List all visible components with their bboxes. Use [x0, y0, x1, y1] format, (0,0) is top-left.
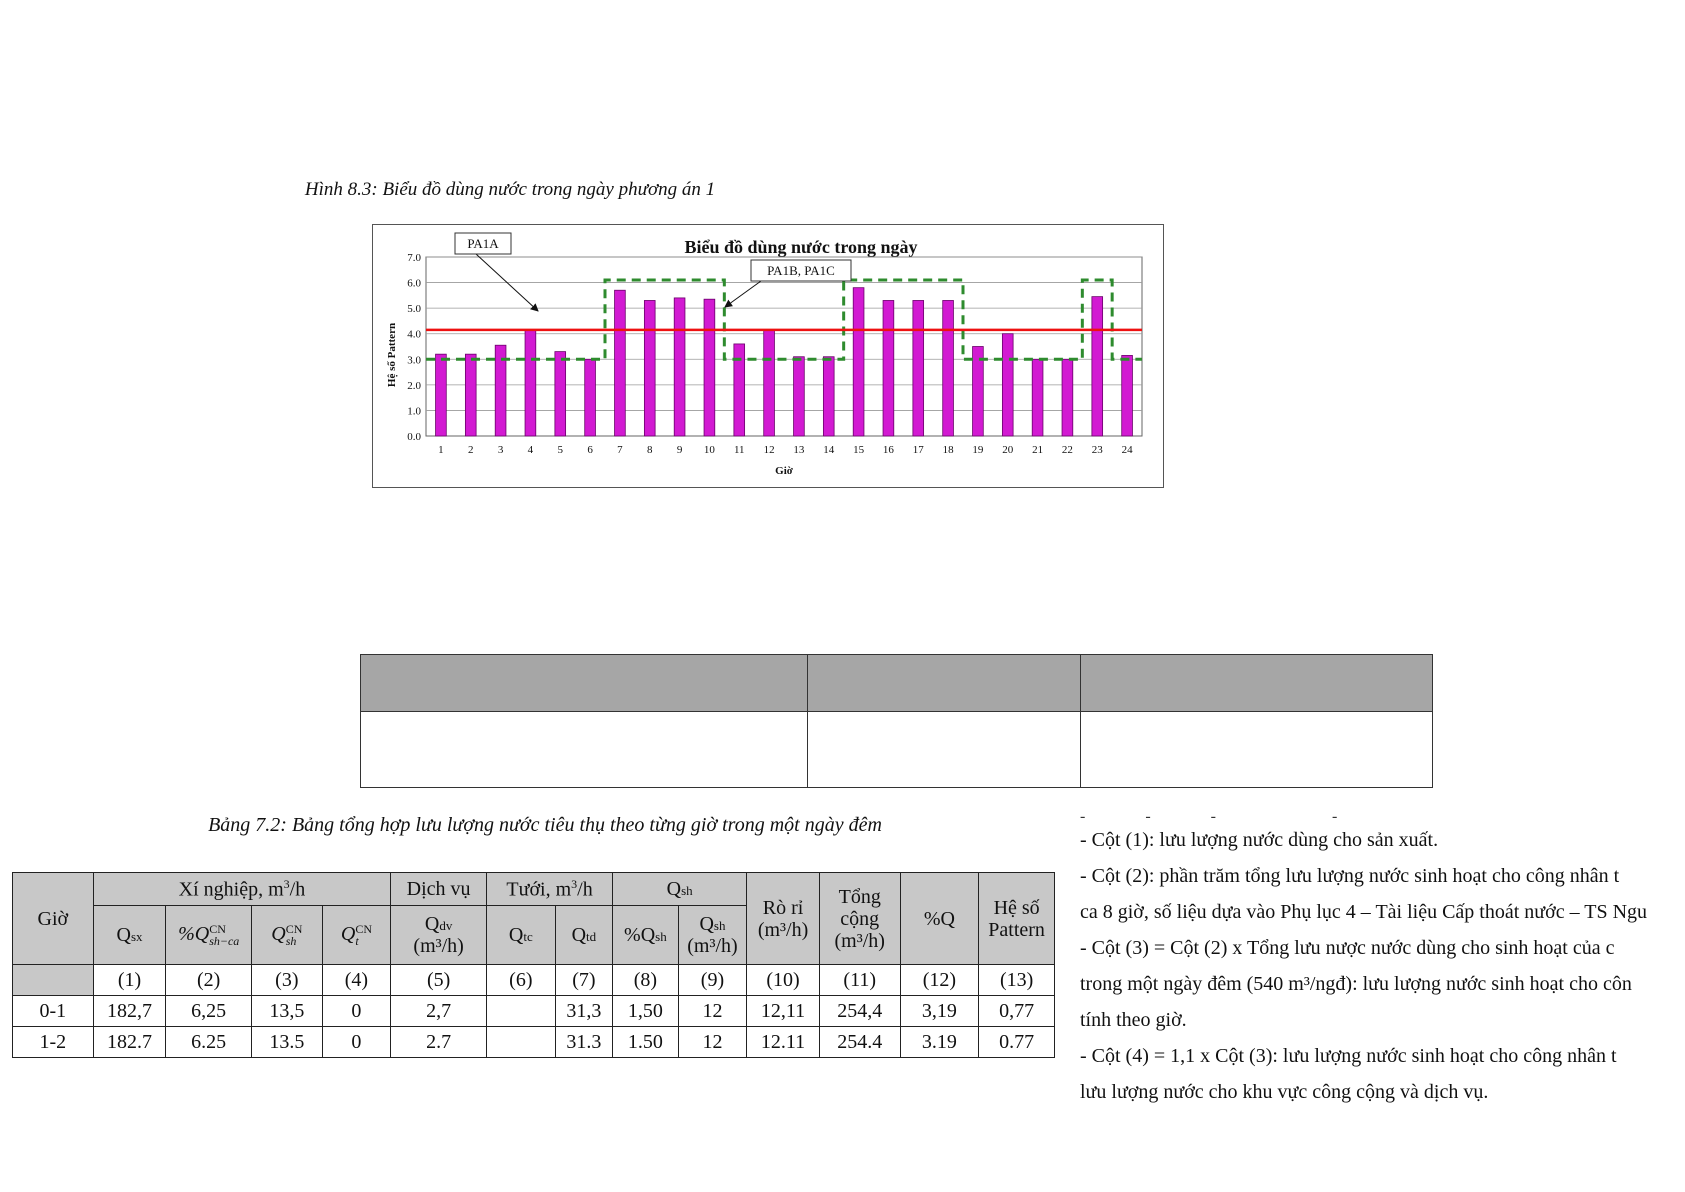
note-line: tính theo giờ.	[1080, 1009, 1187, 1031]
col-number: (11)	[819, 965, 900, 996]
bar	[853, 288, 864, 436]
header-qtc-sub: tc	[523, 929, 533, 944]
y-tick-label: 7.0	[407, 252, 421, 264]
x-tick-label: 3	[497, 444, 504, 456]
x-tick-label: 23	[1091, 444, 1103, 456]
bar	[525, 330, 536, 436]
header-qsh-group-sub: sh	[681, 883, 693, 898]
header-qt-cn-label: Q	[340, 922, 356, 945]
cell: 0	[322, 996, 391, 1027]
cell: 3.19	[900, 1027, 979, 1058]
y-tick-label: 2.0	[407, 379, 421, 392]
header-qtd	[555, 906, 612, 965]
cell: 13.5	[252, 1027, 323, 1058]
header-qt-cn-sup: CN	[355, 922, 372, 937]
col-number: (9)	[678, 965, 747, 996]
empty-header-cell	[808, 655, 1081, 712]
cell: 0.77	[979, 1027, 1055, 1058]
column-notes	[1080, 822, 1685, 1103]
col-number: (7)	[555, 965, 612, 996]
note-line: trong một ngày đêm (540 m³/ngđ): lưu lượng nước sinh hoạt cho côn	[1080, 973, 1632, 995]
header-tuoi-unit: /h	[577, 878, 593, 901]
cell: 12.11	[747, 1027, 820, 1058]
cell: 3,19	[900, 996, 979, 1027]
empty-header-cell	[361, 655, 808, 712]
header-pct-qsh-sub: sh	[655, 929, 667, 944]
header-tong-cong-label: Tổng cộng	[838, 885, 881, 930]
x-tick-label: 5	[557, 444, 563, 456]
table-row	[13, 996, 1055, 1027]
header-xi-nghiep: Xí nghiệp, $m^3/h$	[93, 873, 391, 906]
bar	[644, 300, 655, 436]
figure-caption: Hình 8.3: Biểu đồ dùng nước trong ngày phương án 1	[304, 179, 716, 200]
header-qsx-label: Q	[116, 924, 131, 946]
header-he-so-label: Hệ số	[993, 896, 1040, 919]
cell: 12,11	[747, 996, 820, 1027]
col-number: (1)	[93, 965, 166, 996]
y-tick-label: 3.0	[407, 354, 421, 367]
bar	[913, 300, 924, 436]
header-pct-qsh-ca-sub: sh−ca	[209, 934, 240, 949]
note-line: - Cột (1): lưu lượng nước dùng cho sản xuất.	[1080, 829, 1439, 851]
cell: 182.7	[93, 1027, 166, 1058]
header-pct-q: %Q	[900, 873, 979, 965]
col-number: (6)	[487, 965, 556, 996]
annotation-pa1b-label: PA1B, PA1C	[767, 263, 835, 278]
chart-xlabel: Giờ	[775, 465, 793, 477]
annotation-pa1a-label: PA1A	[467, 236, 499, 251]
col-number: (10)	[747, 965, 820, 996]
annotation-pa1b-pa1c	[751, 260, 851, 281]
header-qsh-cn	[252, 906, 323, 965]
bar	[465, 354, 476, 436]
header-tong-cong-unit: (m³/h)	[834, 929, 885, 952]
header-gio: Giờ	[13, 873, 94, 965]
cut-off-text-fragment: - - - -	[1080, 808, 1342, 825]
bar	[823, 357, 834, 436]
cell: 182,7	[93, 996, 166, 1027]
x-tick-label: 9	[676, 444, 683, 456]
bar	[1062, 359, 1073, 436]
col-number: (13)	[979, 965, 1055, 996]
col-number: (3)	[252, 965, 323, 996]
y-tick-label: 5.0	[407, 303, 421, 316]
chart-title: Biểu đồ dùng nước trong ngày	[684, 237, 918, 257]
bar	[1002, 334, 1013, 436]
cell-gio: 1-2	[13, 1027, 94, 1058]
x-tick-label: 6	[587, 444, 593, 456]
header-he-so	[979, 873, 1055, 965]
col-number: (4)	[322, 965, 391, 996]
x-tick-label: 4	[527, 444, 534, 456]
chart-ylabel: Hệ số Pattern	[386, 322, 398, 388]
header-qsh-cn-label: Q	[271, 922, 286, 945]
header-xi-nghiep-label: Xí nghiệp, m	[178, 878, 284, 901]
empty-body-cell	[361, 712, 808, 788]
consumption-table	[12, 872, 1055, 1058]
empty-grey-table	[360, 654, 1433, 788]
empty-body-cell	[1081, 712, 1433, 788]
header-qtc-label: Q	[508, 924, 524, 946]
water-usage-chart	[372, 224, 1164, 488]
x-tick-label: 20	[1002, 444, 1014, 456]
bar	[943, 300, 954, 436]
header-pct-qsh-ca	[166, 906, 252, 965]
header-qsh-cn-sup: CN	[285, 922, 303, 937]
bar	[794, 357, 805, 436]
cell	[487, 996, 556, 1027]
x-tick-label: 7	[617, 444, 623, 456]
header-qdv-unit: (m³/h)	[413, 935, 464, 957]
cell: 13,5	[252, 996, 323, 1027]
header-qtd-sub: td	[586, 929, 597, 944]
empty-header-cell	[1081, 655, 1433, 712]
header-qsh-group	[613, 873, 747, 906]
bar	[674, 298, 685, 436]
chart-svg	[373, 225, 1163, 487]
header-pct-qsh	[613, 906, 679, 965]
y-tick-label: 6.0	[407, 277, 421, 290]
header-ro-ri-unit: (m³/h)	[757, 918, 809, 941]
col-number: (12)	[900, 965, 979, 996]
col-number: (8)	[613, 965, 679, 996]
x-tick-label: 11	[733, 444, 745, 456]
header-number-blank	[13, 965, 94, 996]
y-tick-label: 1.0	[407, 405, 421, 418]
y-tick-label: 0.0	[407, 431, 421, 443]
header-qsh-label: Q	[699, 913, 714, 935]
x-tick-label: 1	[438, 444, 444, 456]
x-tick-label: 12	[763, 444, 775, 456]
header-qsh	[678, 906, 747, 965]
header-qtc	[487, 906, 556, 965]
header-pattern-label: Pattern	[988, 918, 1045, 941]
x-tick-label: 14	[823, 444, 835, 456]
cell: 31.3	[555, 1027, 612, 1058]
header-qt-cn-sub: t	[355, 934, 359, 949]
cell: 254.4	[819, 1027, 900, 1058]
header-qsh-group-label: Q	[666, 878, 682, 900]
note-line: lưu lượng nước cho khu vực công cộng và dịch vụ.	[1080, 1081, 1489, 1103]
cell: 12	[678, 1027, 747, 1058]
header-qdv-sub: dv	[439, 918, 453, 933]
cell: 1.50	[613, 1027, 679, 1058]
note-line: ca 8 giờ, số liệu dựa vào Phụ lục 4 – Tài liệu Cấp thoát nước – TS Ngu	[1080, 901, 1648, 923]
bar	[436, 354, 447, 436]
table-caption: Bảng 7.2: Bảng tổng hợp lưu lượng nước tiêu thụ theo từng giờ trong một ngày đêm	[208, 814, 882, 836]
bar	[1032, 359, 1043, 436]
x-tick-label: 2	[468, 444, 474, 456]
cell: 6,25	[166, 996, 252, 1027]
cell: 1,50	[613, 996, 679, 1027]
header-qtd-label: Q	[571, 924, 587, 946]
bar	[1122, 355, 1133, 436]
bar	[704, 299, 715, 436]
col-number: (5)	[391, 965, 487, 996]
x-tick-label: 22	[1061, 444, 1073, 456]
x-tick-label: 10	[703, 444, 715, 456]
header-tuoi: Tưới, $m^3/h$	[487, 873, 613, 906]
annotation-pa1a	[455, 233, 511, 254]
cell: 31,3	[555, 996, 612, 1027]
cell: 6.25	[166, 1027, 252, 1058]
water-consumption-table	[12, 872, 1062, 1056]
col-number: (2)	[166, 965, 252, 996]
header-pct-qsh-ca-sup: CN	[209, 922, 226, 937]
x-tick-label: 8	[647, 444, 653, 456]
cell-gio: 0-1	[13, 996, 94, 1027]
cell: 2.7	[391, 1027, 487, 1058]
cell: 254,4	[819, 996, 900, 1027]
bar	[555, 352, 566, 436]
bar	[883, 300, 894, 436]
cell	[487, 1027, 556, 1058]
bar	[1092, 297, 1103, 436]
bar	[615, 290, 626, 436]
x-tick-label: 21	[1032, 444, 1044, 456]
x-tick-label: 15	[853, 444, 865, 456]
note-line: - Cột (2): phần trăm tổng lưu lượng nước sinh hoạt cho công nhân t	[1080, 865, 1620, 887]
header-qsh-unit: (m³/h)	[687, 935, 738, 957]
table-row	[13, 1027, 1055, 1058]
cell: 2,7	[391, 996, 487, 1027]
header-qsx	[93, 906, 166, 965]
header-qt-cn	[322, 906, 391, 965]
y-tick-label: 4.0	[407, 328, 421, 341]
cell: 0,77	[979, 996, 1055, 1027]
header-dich-vu: Dịch vụ	[391, 873, 487, 906]
header-qsx-sub: sx	[130, 929, 143, 944]
bar	[734, 344, 745, 436]
cell: 0	[322, 1027, 391, 1058]
bar	[585, 359, 596, 436]
x-tick-label: 13	[793, 444, 805, 456]
cell: 12	[678, 996, 747, 1027]
header-tuoi-label: Tưới, m	[506, 878, 572, 901]
header-qdv	[391, 906, 487, 965]
header-qdv-label: Q	[424, 913, 440, 935]
header-qsh-sub: sh	[713, 918, 726, 933]
x-tick-label: 18	[942, 444, 954, 456]
note-line: - Cột (4) = 1,1 x Cột (3): lưu lượng nước sinh hoạt cho công nhân t	[1080, 1045, 1617, 1067]
header-pct-qsh-ca-label: %Q	[178, 922, 210, 945]
x-tick-label: 24	[1121, 444, 1133, 456]
header-xi-nghiep-unit: /h	[289, 878, 306, 901]
x-tick-label: 19	[972, 444, 984, 456]
header-pct-qsh-label: %Q	[624, 924, 656, 946]
bar	[764, 330, 775, 436]
header-tong-cong	[819, 873, 900, 965]
note-line: - Cột (3) = Cột (2) x Tổng lưu nược nước dùng cho sinh hoạt của c	[1080, 937, 1615, 959]
x-tick-label: 16	[882, 444, 894, 456]
empty-body-cell	[808, 712, 1081, 788]
header-qsh-cn-sub: sh	[285, 934, 297, 949]
x-tick-label: 17	[912, 444, 924, 456]
header-ro-ri	[747, 873, 820, 965]
header-ro-ri-label: Rò rỉ	[762, 896, 804, 919]
